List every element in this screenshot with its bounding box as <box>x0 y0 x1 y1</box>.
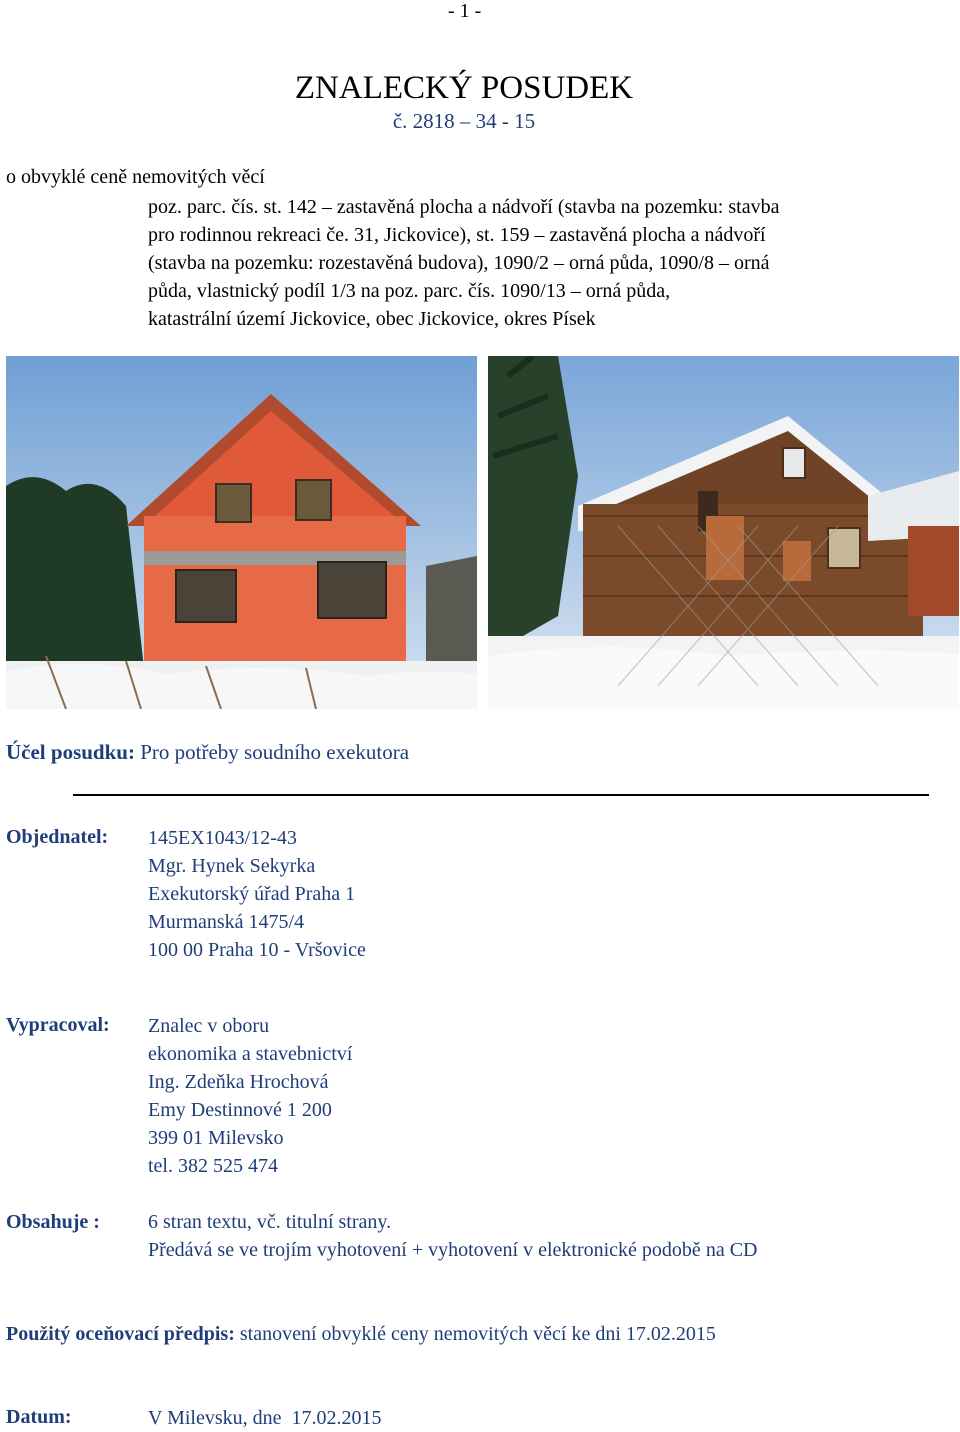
photo-wooden-cottage <box>488 356 959 709</box>
contents-details <box>148 1208 757 1264</box>
method-value: stanovení obvyklé ceny nemovitých věcí ke dni 17.02.2015 <box>239 1323 716 1345</box>
purpose-line <box>6 740 409 765</box>
client-line: 145EX1043/12-43 <box>148 827 297 849</box>
contents-label: Obsahuje : <box>6 1211 100 1233</box>
method-label: Použitý oceňovací předpis: <box>6 1323 235 1345</box>
author-line: Znalec v oboru <box>148 1015 270 1037</box>
separator-line <box>73 794 929 796</box>
client-line: Mgr. Hynek Sekyrka <box>148 855 316 877</box>
document-number: č. 2818 – 34 - 15 <box>392 109 536 133</box>
subject-line: pro rodinnou rekreaci če. 31, Jickovice), st. 159 – zastavěná plocha a nádvoří <box>148 224 766 246</box>
page-number: - 1 - <box>448 0 482 22</box>
purpose-label: Účel posudku: <box>6 740 135 764</box>
client-details <box>148 824 366 964</box>
client-line: 100 00 Praha 10 - Vršovice <box>148 939 366 961</box>
subject-line: (stavba na pozemku: rozestavěná budova), 1090/2 – orná půda, 1090/8 – orná <box>148 252 770 274</box>
subject-line: poz. parc. čís. st. 142 – zastavěná plocha a nádvoří (stavba na pozemku: stavba <box>148 196 780 218</box>
client-label: Objednatel: <box>6 826 109 848</box>
contents-line: 6 stran textu, vč. titulní strany. <box>148 1211 392 1233</box>
method-line <box>6 1320 716 1348</box>
author-details <box>148 1012 352 1180</box>
author-line: ekonomika a stavebnictví <box>148 1043 353 1065</box>
photo-brick-house <box>6 356 477 709</box>
client-line: Murmanská 1475/4 <box>148 911 305 933</box>
subject-intro: o obvyklé ceně nemovitých věcí <box>6 166 265 188</box>
document-title: ZNALECKÝ POSUDEK <box>294 70 634 106</box>
purpose-value: Pro potřeby soudního exekutora <box>140 740 410 764</box>
author-line: 399 01 Milevsko <box>148 1127 284 1149</box>
subject-line: půda, vlastnický podíl 1/3 na poz. parc. čís. 1090/13 – orná půda, <box>148 280 671 302</box>
author-line: tel. 382 525 474 <box>148 1155 278 1177</box>
author-line: Ing. Zdeňka Hrochová <box>148 1071 329 1093</box>
contents-line: Předává se ve trojím vyhotovení + vyhotovení v elektronické podobě na CD <box>148 1239 758 1261</box>
date-label: Datum: <box>6 1406 72 1428</box>
subject-description <box>148 193 779 333</box>
subject-line: katastrální území Jickovice, obec Jickovice, okres Písek <box>148 308 596 330</box>
date-value: V Milevsku, dne 17.02.2015 <box>148 1407 382 1429</box>
client-line: Exekutorský úřad Praha 1 <box>148 883 356 905</box>
author-line: Emy Destinnové 1 200 <box>148 1099 332 1121</box>
author-label: Vypracoval: <box>6 1014 110 1036</box>
